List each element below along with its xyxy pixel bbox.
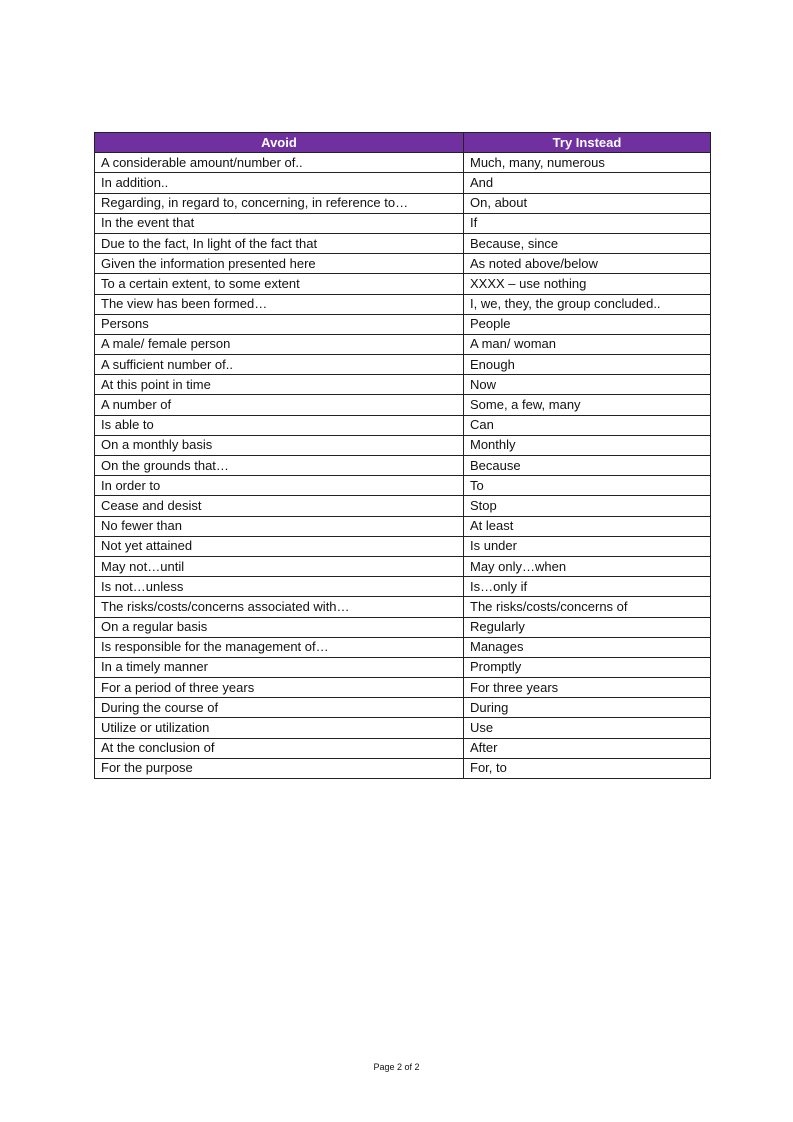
alternative-phrase-cell: XXXX – use nothing — [464, 274, 711, 294]
avoid-phrase-cell: No fewer than — [95, 516, 464, 536]
avoid-phrase-cell: Is responsible for the management of… — [95, 637, 464, 657]
alternative-phrase-cell: Is…only if — [464, 577, 711, 597]
alternative-phrase-cell: Now — [464, 375, 711, 395]
avoid-phrase-cell: In order to — [95, 476, 464, 496]
table-row — [95, 456, 711, 476]
alternative-phrase-cell: Regularly — [464, 617, 711, 637]
table-row — [95, 536, 711, 556]
table-row — [95, 637, 711, 657]
alternative-phrase-cell: To — [464, 476, 711, 496]
alternative-phrase-cell: Manages — [464, 637, 711, 657]
table-row — [95, 577, 711, 597]
alternative-phrase-cell: A man/ woman — [464, 334, 711, 354]
table-row — [95, 395, 711, 415]
avoid-phrase-cell: To a certain extent, to some extent — [95, 274, 464, 294]
avoid-phrase-cell: Not yet attained — [95, 536, 464, 556]
alternative-phrase-cell: Enough — [464, 355, 711, 375]
alternative-phrase-cell: And — [464, 173, 711, 193]
alternative-phrase-cell: At least — [464, 516, 711, 536]
page-number: Page 2 of 2 — [373, 1062, 420, 1072]
alternative-phrase-cell: After — [464, 738, 711, 758]
avoid-phrase-cell: On a regular basis — [95, 617, 464, 637]
table-row — [95, 597, 711, 617]
avoid-phrase-cell: Is not…unless — [95, 577, 464, 597]
avoid-phrase-cell: A male/ female person — [95, 334, 464, 354]
alternative-phrase-cell: Because, since — [464, 233, 711, 253]
alternative-phrase-cell: Is under — [464, 536, 711, 556]
table-row — [95, 233, 711, 253]
table-row — [95, 476, 711, 496]
header-try-instead: Try Instead — [464, 133, 711, 153]
avoid-phrase-cell: May not…until — [95, 556, 464, 576]
alternative-phrase-cell: During — [464, 698, 711, 718]
alternative-phrase-cell: On, about — [464, 193, 711, 213]
alternative-phrase-cell: For, to — [464, 758, 711, 778]
table-row — [95, 294, 711, 314]
table-row — [95, 678, 711, 698]
table-row — [95, 718, 711, 738]
avoid-phrase-cell: In the event that — [95, 213, 464, 233]
avoid-phrase-cell: Utilize or utilization — [95, 718, 464, 738]
table-row — [95, 213, 711, 233]
table-row — [95, 314, 711, 334]
avoid-phrase-cell: The risks/costs/concerns associated with… — [95, 597, 464, 617]
avoid-phrase-cell: Regarding, in regard to, concerning, in reference to… — [95, 193, 464, 213]
table-row — [95, 274, 711, 294]
header-avoid: Avoid — [95, 133, 464, 153]
table-row — [95, 698, 711, 718]
table-row — [95, 334, 711, 354]
avoid-phrase-cell: During the course of — [95, 698, 464, 718]
table-row — [95, 556, 711, 576]
avoid-phrase-cell: The view has been formed… — [95, 294, 464, 314]
avoid-phrase-cell: Is able to — [95, 415, 464, 435]
avoid-phrase-cell: A sufficient number of.. — [95, 355, 464, 375]
alternative-phrase-cell: Promptly — [464, 657, 711, 677]
avoid-phrase-cell: In addition.. — [95, 173, 464, 193]
alternative-phrase-cell: As noted above/below — [464, 254, 711, 274]
table-row — [95, 355, 711, 375]
avoid-phrase-cell: For the purpose — [95, 758, 464, 778]
alternative-phrase-cell: Can — [464, 415, 711, 435]
table-row — [95, 193, 711, 213]
table-row — [95, 153, 711, 173]
avoid-phrase-cell: At the conclusion of — [95, 738, 464, 758]
avoid-phrase-cell: On a monthly basis — [95, 435, 464, 455]
avoid-phrase-cell: For a period of three years — [95, 678, 464, 698]
table-row — [95, 435, 711, 455]
alternative-phrase-cell: Some, a few, many — [464, 395, 711, 415]
table-row — [95, 516, 711, 536]
alternative-phrase-cell: I, we, they, the group concluded.. — [464, 294, 711, 314]
table-row — [95, 617, 711, 637]
avoid-phrase-cell: Cease and desist — [95, 496, 464, 516]
avoid-phrase-cell: Persons — [95, 314, 464, 334]
avoid-phrase-cell: Given the information presented here — [95, 254, 464, 274]
alternative-phrase-cell: Monthly — [464, 435, 711, 455]
alternative-phrase-cell: People — [464, 314, 711, 334]
table-row — [95, 254, 711, 274]
table-row — [95, 496, 711, 516]
alternative-phrase-cell: May only…when — [464, 556, 711, 576]
table-row — [95, 738, 711, 758]
table-row — [95, 758, 711, 778]
table-body — [95, 153, 711, 779]
avoid-phrase-cell: Due to the fact, In light of the fact that — [95, 233, 464, 253]
word-choice-table — [94, 132, 711, 779]
table-row — [95, 173, 711, 193]
alternative-phrase-cell: Use — [464, 718, 711, 738]
avoid-phrase-cell: A number of — [95, 395, 464, 415]
avoid-phrase-cell: A considerable amount/number of.. — [95, 153, 464, 173]
table-row — [95, 375, 711, 395]
table-row — [95, 657, 711, 677]
alternative-phrase-cell: For three years — [464, 678, 711, 698]
table-header-row — [95, 133, 711, 153]
alternative-phrase-cell: The risks/costs/concerns of — [464, 597, 711, 617]
alternative-phrase-cell: Because — [464, 456, 711, 476]
avoid-phrase-cell: At this point in time — [95, 375, 464, 395]
alternative-phrase-cell: Stop — [464, 496, 711, 516]
table-row — [95, 415, 711, 435]
avoid-phrase-cell: On the grounds that… — [95, 456, 464, 476]
alternative-phrase-cell: Much, many, numerous — [464, 153, 711, 173]
alternative-phrase-cell: If — [464, 213, 711, 233]
avoid-phrase-cell: In a timely manner — [95, 657, 464, 677]
